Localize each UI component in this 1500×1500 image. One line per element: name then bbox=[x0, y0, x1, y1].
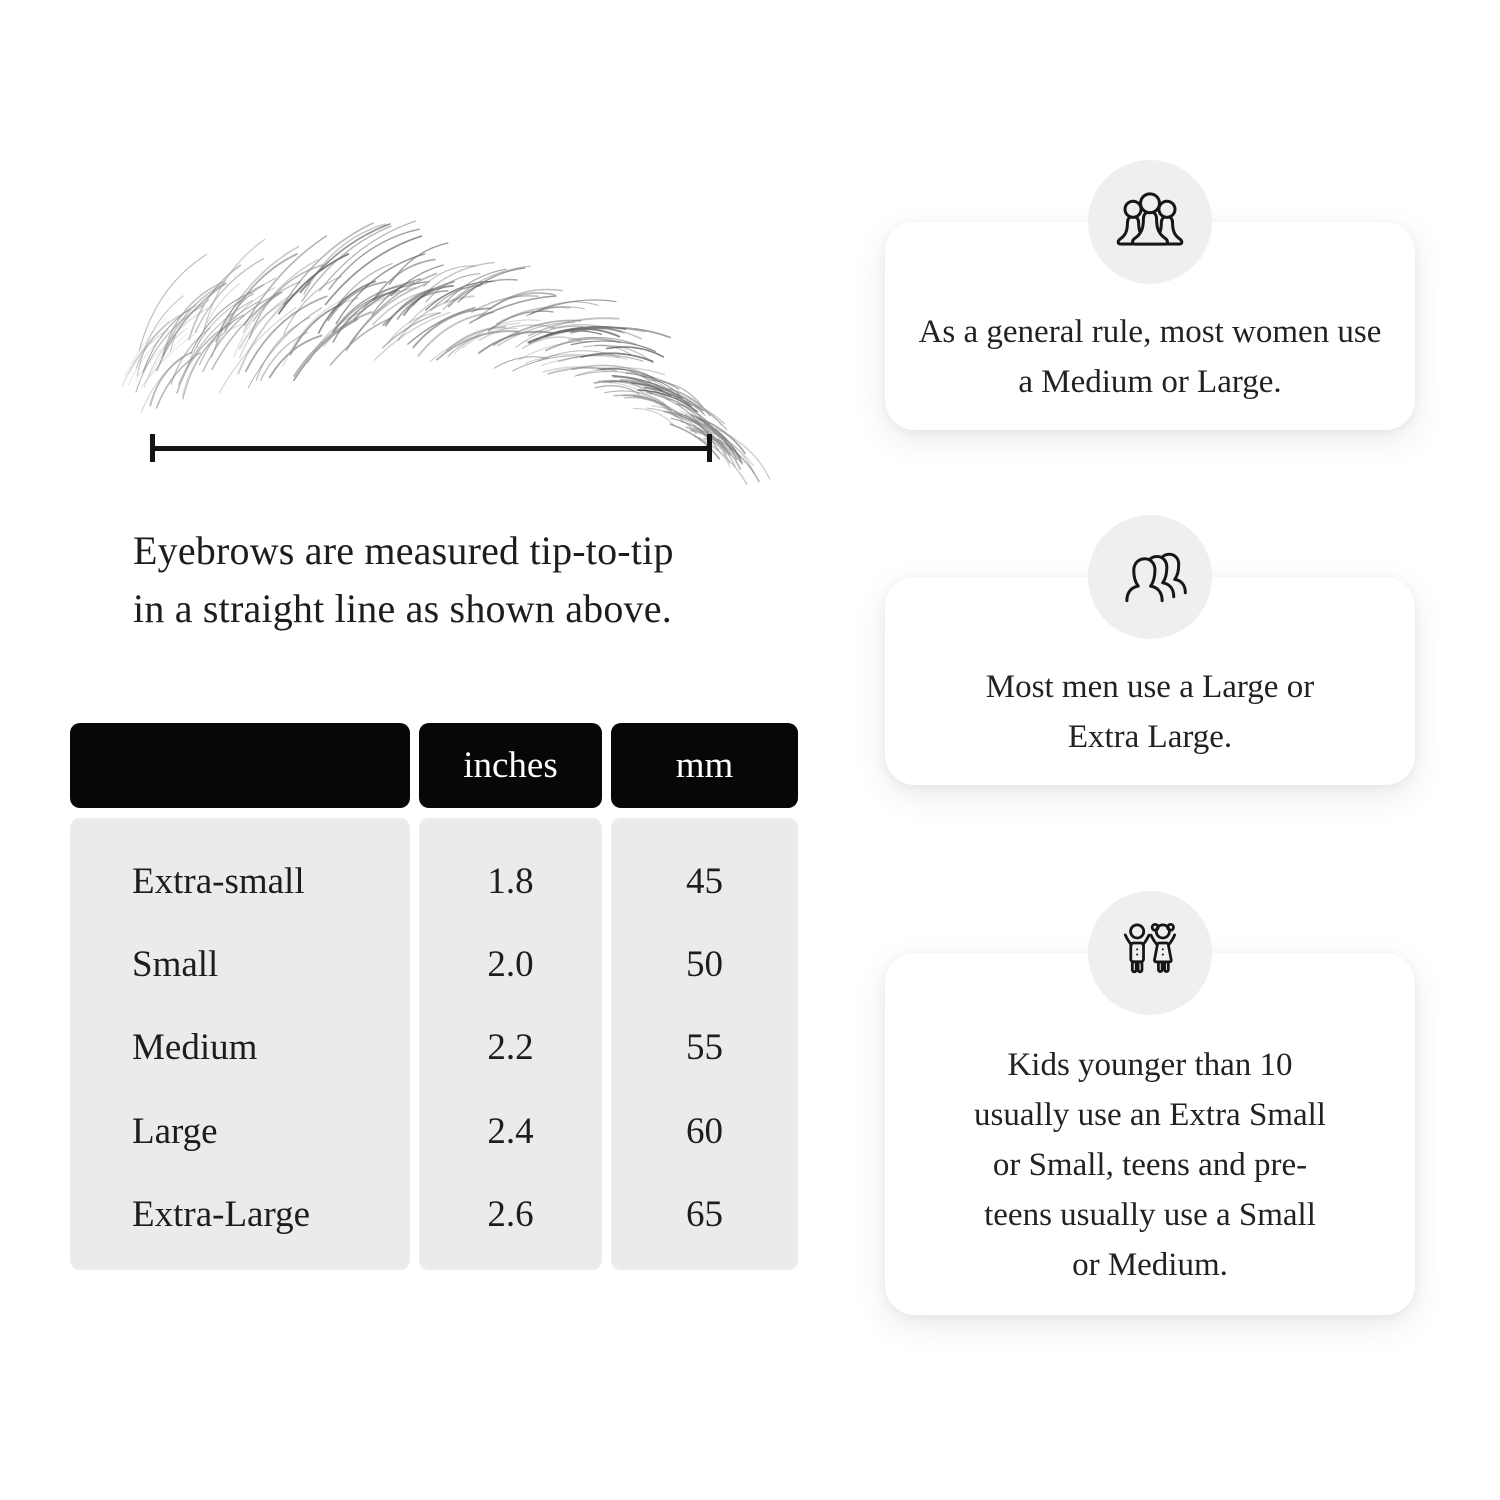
card-women bbox=[885, 222, 1415, 430]
line-bar bbox=[155, 446, 707, 451]
size-table-header-inches: inches bbox=[419, 723, 602, 808]
size-mm-value: 50 bbox=[686, 944, 723, 986]
card-men-text: Most men use a Large or Extra Large. bbox=[985, 669, 1315, 755]
kids-icon bbox=[1088, 891, 1212, 1015]
size-mm-value: 65 bbox=[686, 1193, 723, 1235]
size-inches-value: 2.4 bbox=[487, 1110, 534, 1152]
line-right-cap-icon bbox=[707, 434, 712, 462]
size-mm-value: 55 bbox=[686, 1027, 723, 1069]
size-mm-value: 45 bbox=[686, 861, 723, 903]
men-group-icon bbox=[1088, 515, 1212, 639]
size-inches-value: 2.6 bbox=[487, 1193, 534, 1235]
size-table-header-blank bbox=[70, 723, 410, 808]
size-inches-value: 2.2 bbox=[487, 1027, 534, 1069]
size-row-label: Small bbox=[132, 944, 219, 986]
size-table-inches-column bbox=[419, 818, 602, 1270]
women-group-icon bbox=[1088, 160, 1212, 284]
eyebrow-illustration bbox=[100, 210, 760, 450]
size-table-label-column bbox=[70, 818, 410, 1270]
card-kids bbox=[885, 953, 1415, 1315]
card-kids-text: Kids younger than 10 usually use an Extra Small or Small, teens and pre-teens usually use a Small or Medium. bbox=[974, 1047, 1326, 1283]
size-table bbox=[70, 723, 798, 1270]
size-inches-value: 1.8 bbox=[487, 861, 534, 903]
card-women-text: As a general rule, most women use a Medium or Large. bbox=[918, 314, 1382, 400]
size-table-header-mm: mm bbox=[611, 723, 798, 808]
size-row-label: Extra-small bbox=[132, 861, 305, 903]
card-men bbox=[885, 577, 1415, 785]
measurement-line bbox=[150, 434, 712, 462]
size-row-label: Large bbox=[132, 1110, 218, 1152]
caption-line-2: in a straight line as shown above. bbox=[133, 586, 672, 631]
measurement-caption bbox=[133, 522, 674, 638]
size-inches-value: 2.0 bbox=[487, 944, 534, 986]
size-row-label: Extra-Large bbox=[132, 1193, 311, 1235]
size-row-label: Medium bbox=[132, 1027, 258, 1069]
size-mm-value: 60 bbox=[686, 1110, 723, 1152]
size-table-mm-column bbox=[611, 818, 798, 1270]
caption-line-1: Eyebrows are measured tip-to-tip bbox=[133, 528, 674, 573]
